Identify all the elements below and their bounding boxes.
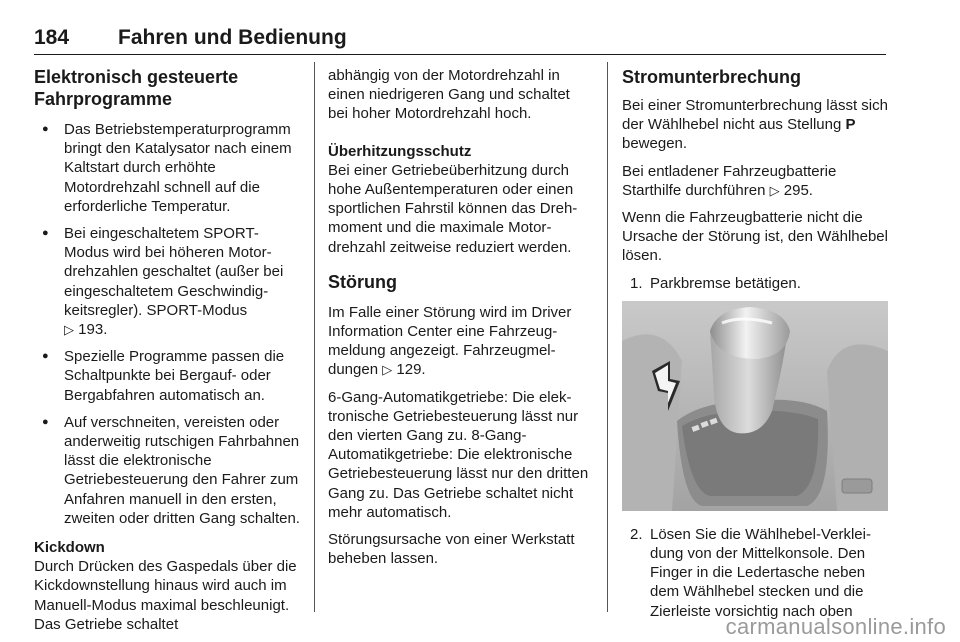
- gear-position-p: P: [845, 116, 856, 134]
- gear-selector-figure: [622, 301, 888, 511]
- page-ref[interactable]: 193.: [78, 321, 108, 339]
- column-divider: [314, 62, 315, 612]
- list-item: ● Das Betriebstemperaturprogramm bringt den Katalysator nach einem Kaltstart durch erhöhte Motordrehzahl schnell auf die erforderliche Temperatur.: [34, 120, 302, 216]
- bullet-list: [34, 120, 302, 528]
- paragraph: Durch Drücken des Gaspedals über die Kickdownstellung hinaus wird auch im Manuell-Modus maximal beschleunigt. Das Getriebe schaltet: [34, 558, 297, 633]
- chapter-title: Fahren und Bedienung: [118, 26, 347, 49]
- paragraph: Bei einer Getriebeüberhitzung durch hohe Außentemperaturen oder einen sportlichen Fahrstil können das Drehmoment und die maximale Motordrehzahl zeitweise reduziert werden.: [328, 161, 578, 256]
- section-heading-stromunterbrechung: Stromunterbrechung: [622, 67, 802, 87]
- page-ref[interactable]: 295.: [783, 181, 813, 199]
- column-2: [328, 66, 594, 576]
- paragraph: Wenn die Fahrzeugbatterie nicht die Ursache der Störung ist, den Wählhebel lösen.: [622, 209, 888, 265]
- column-divider: [607, 62, 608, 612]
- step-item: 2. Lösen Sie die Wählhebel-Verkleidung von der Mittelkonsole. Den Finger in die Ledertasche neben dem Wählhebel stecken und die Zierleiste vorsichtig nach oben: [630, 525, 871, 620]
- list-item: [34, 224, 302, 339]
- page-ref-icon: ▷: [382, 362, 393, 378]
- list-item: ● Auf verschneiten, vereisten oder anderweitig rutschigen Fahrbahnen lässt die elektronische Getriebesteuerung den Fahrer zum Anfahren manuell in den ersten, zweiten oder dritten Gang schalten.: [34, 413, 302, 528]
- subheading-kickdown: Kickdown: [34, 539, 105, 557]
- page-ref[interactable]: 129.: [396, 361, 426, 379]
- paragraph: Störungsursache von einer Werkstatt beheben lassen.: [328, 531, 575, 568]
- paragraph: Im Falle einer Störung wird im Driver Information Center eine Fahrzeugmeldung angezeigt. Fahrzeugmeldungen ▷ 129.: [328, 303, 572, 379]
- subheading-ueberhitzungsschutz: Überhitzungsschutz: [328, 142, 472, 160]
- column-3: [622, 66, 892, 629]
- section-heading-fahrprogramme: Elektronisch gesteuerte Fahrprogramme: [34, 67, 239, 109]
- paragraph: Bei entladener Fahrzeugbatterie Starthilfe durchführen ▷ 295.: [622, 162, 837, 199]
- paragraph: abhängig von der Motordrehzahl in einen niedrigeren Gang und schaltet bei hoher Motordrehzahl hoch.: [328, 67, 570, 123]
- list-item: ● Spezielle Programme passen die Schaltpunkte bei Bergauf- oder Bergabfahren automatisch an.: [34, 347, 302, 405]
- paragraph: Bei einer Stromunterbrechung lässt sich der Wählhebel nicht aus Stellung P bewegen.: [622, 97, 888, 153]
- column-1: [34, 66, 302, 642]
- step-item: 1. Parkbremse betätigen.: [630, 274, 801, 292]
- section-heading-stoerung: Störung: [328, 271, 397, 292]
- page-ref-icon: ▷: [769, 182, 780, 198]
- page-number: 184: [34, 26, 70, 49]
- list-item-text: Bei eingeschaltetem SPORT-Modus wird bei höheren Motordrehzahlen geschaltet (außer bei eingeschaltetem Geschwindigkeitsregler). SPORT-Modus: [64, 225, 284, 319]
- step-list: [622, 525, 892, 621]
- paragraph: 6-Gang-Automatikgetriebe: Die elektronische Getriebesteuerung lässt nur den vierten Gang zu. 8-Gang-Automatikgetriebe: Die elektronische Getriebesteuerung lässt nur den dritten Gang zu. Das Getriebe schaltet nicht mehr automatisch.: [328, 388, 589, 521]
- step-list: [622, 274, 892, 293]
- page-ref-icon: ▷: [64, 322, 74, 338]
- watermark: carmanualsonline.info: [725, 614, 946, 639]
- page-header: [34, 26, 886, 55]
- gear-lever-illustration: [622, 301, 888, 511]
